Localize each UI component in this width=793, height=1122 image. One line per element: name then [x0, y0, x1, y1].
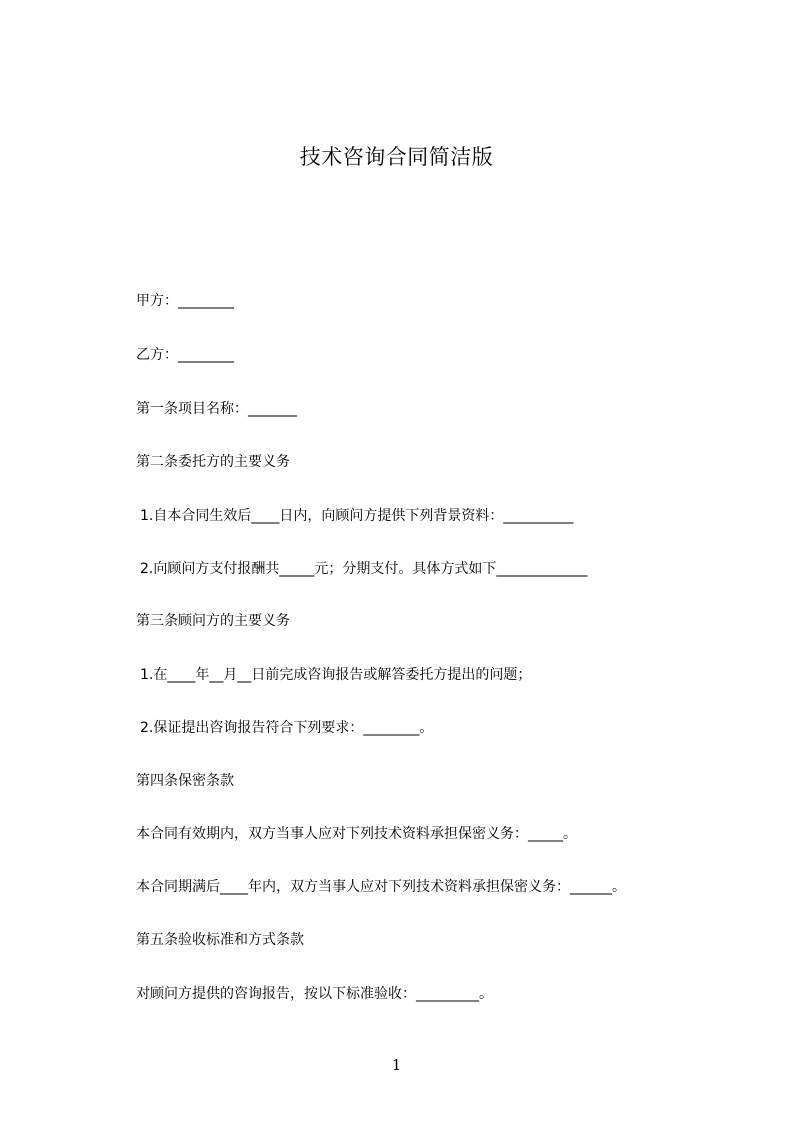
article-4-heading: 第四条保密条款 — [136, 773, 234, 789]
article-2-item-1: 1.自本合同生效后____日内，向顾问方提供下列背景资料：__________ — [140, 508, 574, 524]
document-title: 技术咨询合同简洁版 — [299, 145, 494, 169]
article-3-heading: 第三条顾问方的主要义务 — [136, 613, 290, 629]
article-2-item-2: 2.向顾问方支付报酬共_____元；分期支付。具体方式如下_____________ — [140, 561, 588, 577]
article-3-item-2: 2.保证提出咨询报告符合下列要求：________。 — [140, 720, 434, 736]
article-3-item-1: 1.在____年__月__日前完成咨询报告或解答委托方提出的问题； — [140, 667, 532, 683]
article-4-paragraph-2: 本合同期满后____年内，双方当事人应对下列技术资料承担保密义务：______。 — [136, 879, 626, 895]
article-1-project-name: 第一条项目名称：_______ — [136, 401, 297, 417]
article-5-heading: 第五条验收标准和方式条款 — [136, 932, 304, 948]
party-a-line: 甲方：________ — [136, 293, 234, 309]
article-2-heading: 第二条委托方的主要义务 — [136, 454, 290, 470]
article-5-paragraph-1: 对顾问方提供的咨询报告，按以下标准验收：_________。 — [136, 986, 493, 1002]
article-4-paragraph-1: 本合同有效期内，双方当事人应对下列技术资料承担保密义务：_____。 — [136, 826, 577, 842]
party-b-line: 乙方：________ — [136, 347, 234, 363]
page-number: 1 — [391, 1056, 402, 1074]
